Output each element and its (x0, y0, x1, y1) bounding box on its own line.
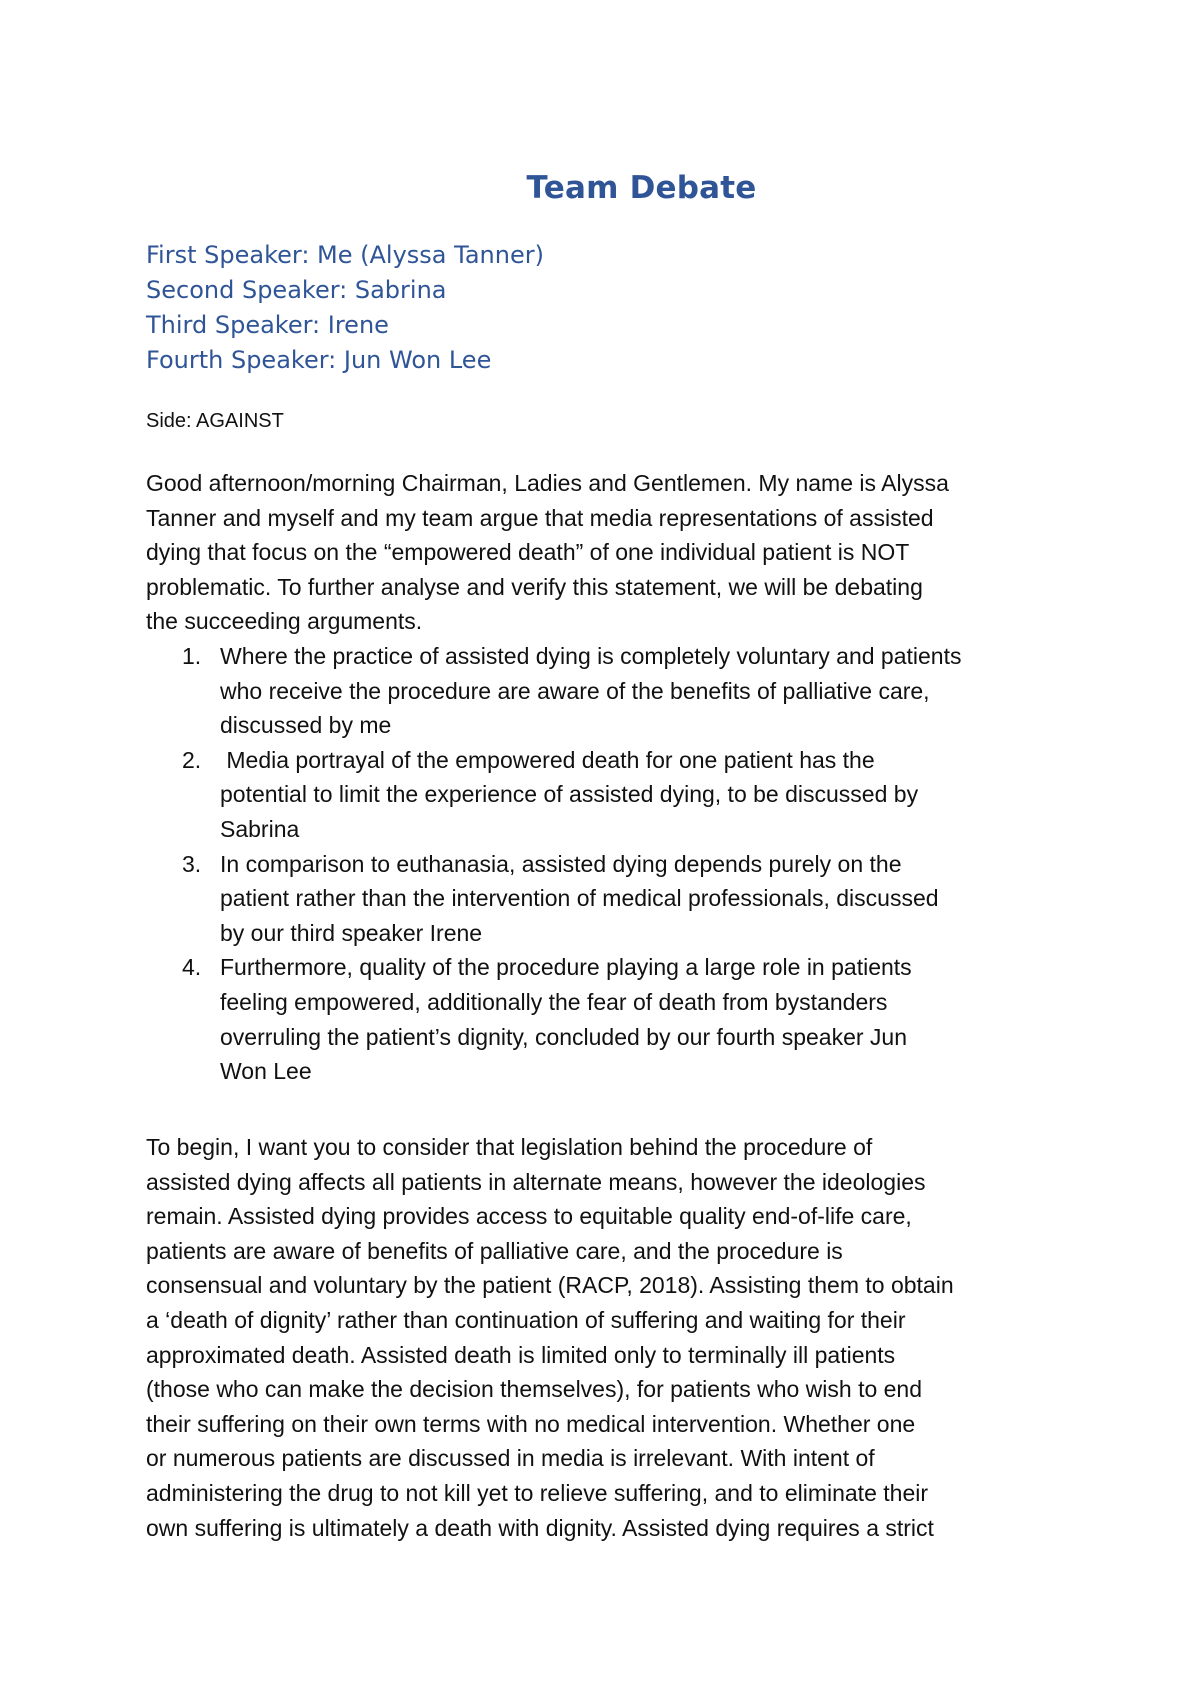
paragraph-line: To begin, I want you to consider that legislation behind the procedure of (146, 1134, 873, 1160)
argument-number: 4. (182, 954, 202, 981)
argument-item (146, 950, 1076, 1088)
speaker-fourth: Fourth Speaker: Jun Won Lee (146, 346, 492, 374)
paragraph-line: or numerous patients are discussed in media is irrelevant. With intent of (146, 1445, 875, 1472)
paragraph-line: administering the drug to not kill yet to relieve suffering, and to eliminate their (146, 1479, 928, 1506)
document-title: Team Debate (526, 170, 757, 206)
argument-line: In comparison to euthanasia, assisted dying depends purely on the (220, 850, 902, 877)
paragraph-line: assisted dying affects all patients in alternate means, however the ideologies (146, 1168, 926, 1195)
paragraph-line: a ‘death of dignity’ rather than continuation of suffering and waiting for their (146, 1306, 906, 1333)
argument-number: 1. (182, 643, 202, 669)
argument-item (146, 639, 1076, 743)
argument-line: patient rather than the intervention of medical professionals, discussed (220, 885, 939, 912)
argument-line: potential to limit the experience of assisted dying, to be discussed by (220, 781, 919, 808)
intro-line: problematic. To further analyse and verify this statement, we will be debating (146, 573, 923, 600)
intro-line: Tanner and myself and my team argue that media representations of assisted (146, 504, 934, 531)
paragraph-line: own suffering is ultimately a death with dignity. Assisted dying requires a strict (146, 1514, 934, 1541)
paragraph-line: remain. Assisted dying provides access to equitable quality end-of-life care, (146, 1203, 912, 1230)
intro-line: the succeeding arguments. (146, 608, 423, 635)
intro-line: dying that focus on the “empowered death” of one individual patient is NOT (146, 539, 910, 566)
argument-line: Won Lee (220, 1058, 312, 1085)
argument-number: 2. (182, 746, 202, 773)
paragraph-line: their suffering on their own terms with no medical intervention. Whether one (146, 1410, 916, 1437)
argument-line: Sabrina (220, 815, 300, 842)
argument-item (146, 847, 1076, 951)
speaker-first: First Speaker: Me (Alyssa Tanner) (146, 241, 544, 269)
argument-number: 3. (182, 850, 202, 877)
argument-item (146, 743, 1076, 847)
arguments-list (146, 639, 1076, 1089)
argument-line: overruling the patient’s dignity, concluded by our fourth speaker Jun (220, 1023, 908, 1050)
argument-line: who receive the procedure are aware of the benefits of palliative care, (220, 677, 930, 704)
speaker-second: Second Speaker: Sabrina (146, 276, 447, 304)
argument-line: Furthermore, quality of the procedure playing a large role in patients (220, 954, 912, 981)
speaker-list (146, 238, 544, 378)
intro-line: Good afternoon/morning Chairman, Ladies and Gentlemen. My name is Alyssa (146, 470, 949, 496)
paragraph-line: consensual and voluntary by the patient (RACP, 2018). Assisting them to obtain (146, 1272, 954, 1299)
speaker-third: Third Speaker: Irene (146, 311, 389, 339)
paragraph-line: (those who can make the decision themselves), for patients who wish to end (146, 1376, 923, 1403)
argument-line: by our third speaker Irene (220, 919, 483, 946)
intro-paragraph (146, 466, 1076, 639)
debate-side: Side: AGAINST (146, 410, 284, 432)
argument-line: Where the practice of assisted dying is completely voluntary and patients (220, 643, 962, 669)
argument-line: feeling empowered, additionally the fear of death from bystanders (220, 988, 888, 1015)
paragraph-line: approximated death. Assisted death is limited only to terminally ill patients (146, 1341, 896, 1368)
body-paragraph (146, 1130, 1076, 1545)
argument-line: discussed by me (220, 712, 392, 739)
paragraph-line: patients are aware of benefits of palliative care, and the procedure is (146, 1237, 843, 1264)
argument-line: Media portrayal of the empowered death for one patient has the (220, 746, 875, 773)
